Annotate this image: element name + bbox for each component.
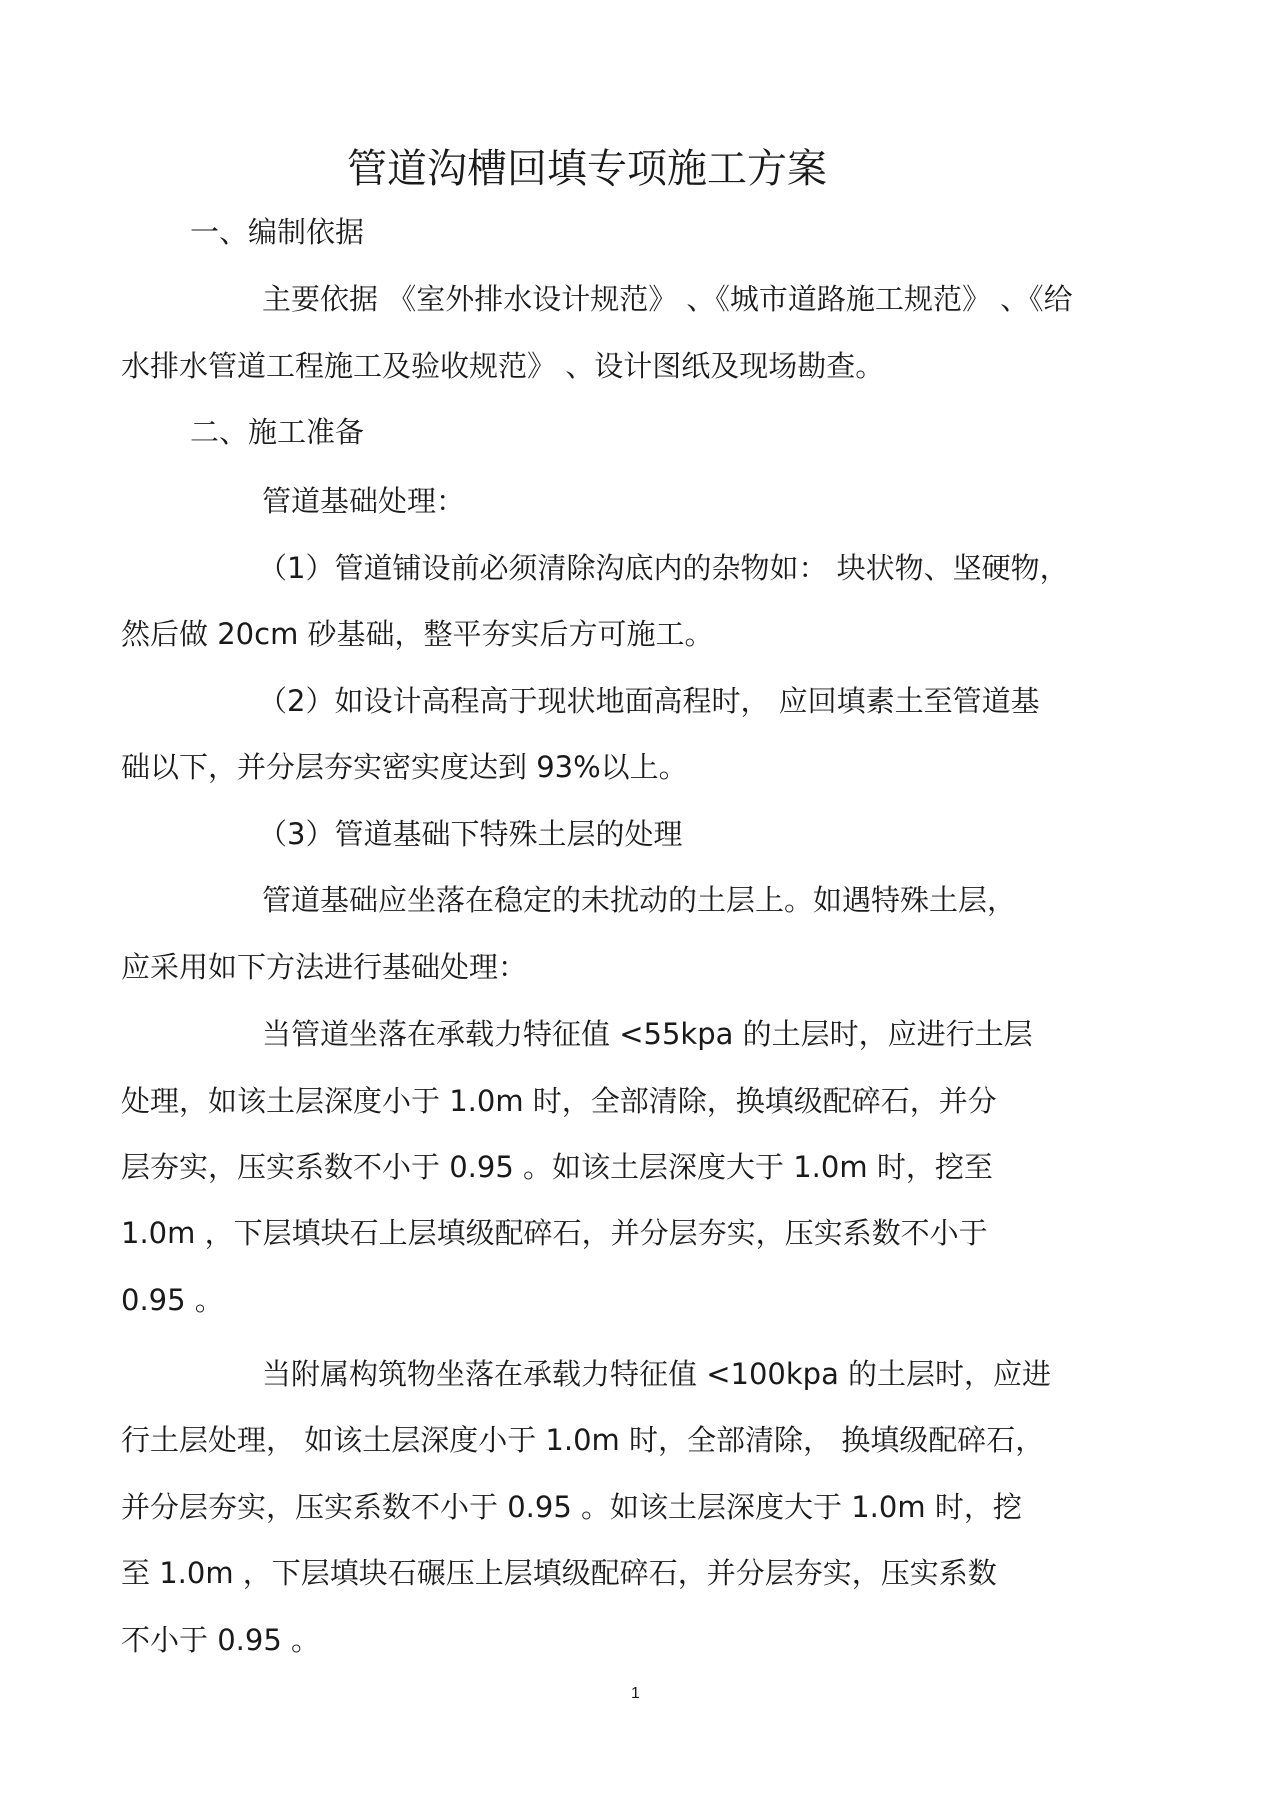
intro-line-1: 管道基础应坐落在稳定的未扰动的土层上。如遇特殊土层， — [262, 883, 1017, 917]
subheading-foundation: 管道基础处理： — [262, 484, 466, 518]
struct-para-line-4: 至 1.0m ，下层填块石碾压上层填级配碎石，并分层夯实，压实系数 — [121, 1556, 997, 1590]
struct-para-line-3: 并分层夯实，压实系数不小于 0.95 。如该土层深度大于 1.0m 时，挖 — [121, 1490, 1022, 1524]
struct-para-line-2: 行土层处理， 如该土层深度小于 1.0m 时，全部清除， 换填级配碎石， — [121, 1423, 1045, 1457]
pipe-para-line-1: 当管道坐落在承载力特征值 <55kpa 的土层时，应进行土层 — [262, 1017, 1033, 1051]
item1-line-1: （1）管道铺设前必须清除沟底内的杂物如： 块状物、坚硬物， — [258, 551, 1069, 585]
pipe-para-line-5: 0.95 。 — [121, 1283, 224, 1317]
page-number: 1 — [631, 1685, 640, 1702]
item1-line-2: 然后做 20cm 砂基础，整平夯实后方可施工。 — [121, 617, 714, 651]
item2-line-2: 础以下，并分层夯实密实度达到 93%以上。 — [121, 750, 688, 784]
struct-para-line-5: 不小于 0.95 。 — [121, 1623, 321, 1657]
pipe-para-line-2: 处理，如该土层深度小于 1.0m 时，全部清除，换填级配碎石，并分 — [121, 1084, 997, 1118]
section-heading-basis: 一、编制依据 — [190, 215, 365, 249]
pipe-para-line-3: 层夯实，压实系数不小于 0.95 。如该土层深度大于 1.0m 时，挖至 — [121, 1150, 993, 1184]
basis-line-2: 水排水管道工程施工及验收规范》 、设计图纸及现场勘查。 — [121, 349, 885, 383]
struct-para-line-1: 当附属构筑物坐落在承载力特征值 <100kpa 的土层时，应进 — [262, 1357, 1052, 1391]
pipe-para-line-4: 1.0m ，下层填块石上层填级配碎石，并分层夯实，压实系数不小于 — [121, 1216, 988, 1250]
section-heading-preparation: 二、施工准备 — [190, 415, 365, 449]
document-title: 管道沟槽回填专项施工方案 — [347, 146, 827, 192]
basis-line-1: 主要依据 《室外排水设计规范》 、《城市道路施工规范》 、《给 — [262, 282, 1073, 316]
intro-line-2: 应采用如下方法进行基础处理： — [121, 950, 528, 984]
item3-line: （3）管道基础下特殊土层的处理 — [258, 817, 683, 851]
item2-line-1: （2）如设计高程高于现状地面高程时， 应回填素土至管道基 — [258, 684, 1040, 718]
